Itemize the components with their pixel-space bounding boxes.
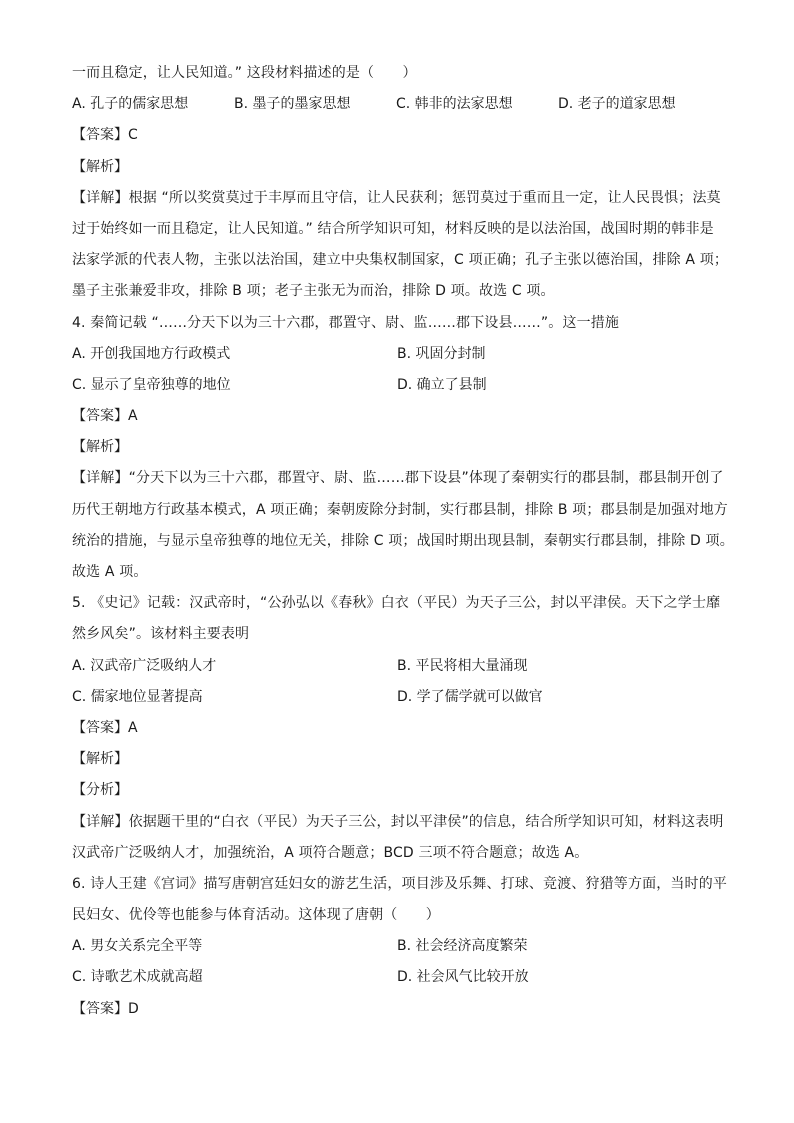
q5-detail-line-2: 汉武帝广泛吸纳人才，加强统治，A 项符合题意；BCD 三项不符合题意；故选 A。 — [72, 844, 589, 861]
q3-option-a[interactable]: A. 孔子的儒家思想 — [72, 96, 189, 113]
q4-detail-line-2: 历代王朝地方行政基本模式，A 项正确；秦朝废除分封制，实行郡县制，排除 B 项；郡县制是加强对地方 — [72, 501, 728, 518]
q6-stem-line-2: 民妇女、优伶等也能参与体育活动。这体现了唐朝（ ） — [72, 907, 440, 924]
q3-detail-line-1: 【详解】根据 “所以奖赏莫过于丰厚而且守信，让人民获利；惩罚莫过于重而且一定，让人民畏惧；法莫 — [72, 189, 721, 206]
q6-option-c[interactable]: C. 诗歌艺术成就高超 — [72, 969, 203, 986]
q5-option-a[interactable]: A. 汉武帝广泛吸纳人才 — [72, 657, 217, 674]
q4-options-row-1 — [72, 343, 722, 365]
q6-option-a[interactable]: A. 男女关系完全平等 — [72, 938, 203, 955]
q4-options-row-2 — [72, 374, 722, 396]
q5-stem-line-1: 5. 《史记》记载：汉武帝时，“公孙弘以《春秋》白衣（平民）为天子三公，封以平津侯。天下之学士靡 — [72, 595, 721, 612]
q5-analysis-label: 【解析】 — [72, 751, 128, 768]
q4-detail-line-1: 【详解】“分天下以为三十六郡，郡置守、尉、监……郡下设县”体现了秦朝实行的郡县制，郡县制开创了 — [72, 470, 724, 487]
q3-option-b[interactable]: B. 墨子的墨家思想 — [234, 96, 351, 113]
q4-option-d[interactable]: D. 确立了县制 — [397, 376, 487, 393]
q6-options-row-2 — [72, 966, 722, 988]
q4-detail-line-3: 统治的措施，与显示皇帝独尊的地位无关，排除 C 项；战国时期出现县制，秦朝实行郡县制，排除 D 项。 — [72, 532, 734, 549]
q4-analysis-label: 【解析】 — [72, 439, 128, 456]
q4-option-b[interactable]: B. 巩固分封制 — [397, 345, 486, 362]
q6-option-d[interactable]: D. 社会风气比较开放 — [397, 969, 529, 986]
q5-option-b[interactable]: B. 平民将相大量涌现 — [397, 657, 528, 674]
q5-detail-line-1: 【详解】依据题干里的“白衣（平民）为天子三公，封以平津侯”的信息，结合所学知识可知，材料这表明 — [72, 813, 724, 830]
q4-option-c[interactable]: C. 显示了皇帝独尊的地位 — [72, 376, 231, 393]
q5-options-row-2 — [72, 686, 722, 708]
q4-answer: 【答案】A — [72, 408, 138, 425]
q5-options-row-1 — [72, 655, 722, 677]
q6-answer: 【答案】D — [72, 1000, 139, 1017]
q6-option-b[interactable]: B. 社会经济高度繁荣 — [397, 938, 528, 955]
q3-detail-line-3: 法家学派的代表人物，主张以法治国，建立中央集权制国家，C 项正确；孔子主张以德治国，排除 A 项； — [72, 252, 729, 269]
q5-analysis2-label: 【分析】 — [72, 782, 128, 799]
q6-options-row-1 — [72, 935, 722, 957]
q3-option-c[interactable]: C. 韩非的法家思想 — [396, 96, 513, 113]
q3-detail-line-4: 墨子主张兼爱非攻，排除 B 项；老子主张无为而治，排除 D 项。故选 C 项。 — [72, 283, 555, 300]
q5-option-d[interactable]: D. 学了儒学就可以做官 — [397, 688, 543, 705]
q4-stem: 4. 秦简记载 “……分天下以为三十六郡，郡置守、尉、监……郡下设县……”。这一措施 — [72, 314, 620, 331]
q3-options — [72, 93, 722, 115]
q3-option-d[interactable]: D. 老子的道家思想 — [558, 96, 676, 113]
q3-detail-line-2: 过于始终如一而且稳定，让人民知道。” 结合所学知识可知，材料反映的是以法治国，战国时期的韩非是 — [72, 220, 714, 237]
q3-answer: 【答案】C — [72, 127, 138, 144]
document-page — [72, 62, 734, 1029]
q3-stem-tail: 一而且稳定，让人民知道。” 这段材料描述的是（ ） — [72, 65, 417, 81]
q4-detail-line-4: 故选 A 项。 — [72, 564, 148, 580]
q5-option-c[interactable]: C. 儒家地位显著提高 — [72, 688, 203, 705]
q6-stem-line-1: 6. 诗人王建《宫词》描写唐朝宫廷妇女的游艺生活，项目涉及乐舞、打球、竞渡、狩猎等方面，当时的平 — [72, 875, 728, 892]
q3-analysis-label: 【解析】 — [72, 158, 128, 175]
q5-stem-line-2: 然乡风矣”。该材料主要表明 — [72, 626, 250, 643]
q5-answer: 【答案】A — [72, 719, 138, 736]
q4-option-a[interactable]: A. 开创我国地方行政模式 — [72, 345, 231, 362]
